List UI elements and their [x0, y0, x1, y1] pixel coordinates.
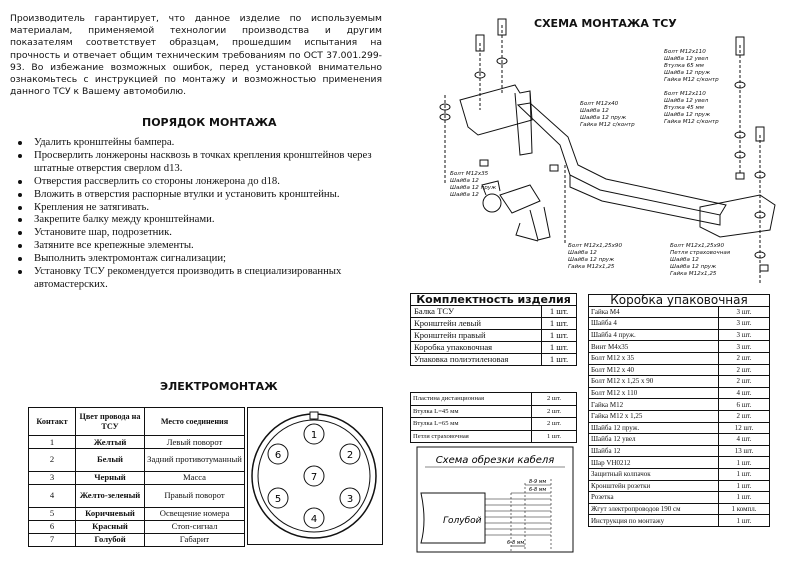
cable-dim: 6-8 мм [507, 540, 525, 546]
box-qty: 4 шт. [719, 434, 770, 446]
mounting-step: Установку ТСУ рекомендуется производить в специализированных автомастерских. [14, 265, 402, 291]
pin-label: 2 [346, 450, 354, 461]
kit-item: Кронштейн левый [411, 318, 542, 330]
box-qty: 3 шт. [719, 329, 770, 341]
schema-label: Болт М12х35 [450, 171, 489, 177]
box-item: Инструкция по монтажу [589, 515, 719, 527]
wiring-row [29, 507, 245, 520]
box-qty: 1 шт. [719, 480, 770, 492]
schema-label-group [670, 243, 731, 277]
box-qty: 1 шт. [719, 515, 770, 527]
box-qty: 2 шт. [719, 364, 770, 376]
box-title-row [589, 295, 770, 307]
kit-qty: 1 шт. [542, 306, 577, 318]
socket-key [310, 412, 318, 419]
schema-label-group [664, 91, 719, 125]
kit-row [411, 354, 577, 366]
box-contents-table [588, 294, 770, 527]
schema-label: Втулка 45 мм [664, 105, 704, 111]
box-row [589, 503, 770, 515]
schema-label: Шайба 12 [450, 178, 479, 184]
wiring-header-row [29, 408, 245, 436]
schema-label: Болт М12х1,25х90 [568, 243, 623, 249]
box-row [589, 492, 770, 504]
mounting-step: Выполнить электромонтаж сигнализации; [14, 252, 402, 265]
schema-label: Шайба 12 [450, 192, 479, 198]
contact-number: 6 [29, 520, 76, 533]
box-item: Шайба 4 пруж. [589, 329, 719, 341]
box-qty: 6 шт. [719, 399, 770, 411]
schema-title: СХЕМА МОНТАЖА ТСУ [534, 17, 677, 30]
schema-label: Гайка М12х1,25 [568, 264, 615, 270]
schema-label: Шайба 12 пруж [664, 112, 711, 118]
box-item: Гайка М12 [589, 399, 719, 411]
wiring-row [29, 533, 245, 546]
extra-item: Втулка L=65 мм [411, 418, 532, 431]
box-row [589, 376, 770, 388]
kit-row [411, 318, 577, 330]
kit-qty: 1 шт. [542, 318, 577, 330]
box-item: Болт М12 х 35 [589, 352, 719, 364]
connection-point: Габарит [145, 533, 245, 546]
wiring-row [29, 472, 245, 485]
box-row [589, 480, 770, 492]
box-qty: 2 шт. [719, 376, 770, 388]
kit-item: Балка ТСУ [411, 306, 542, 318]
wiring-row [29, 436, 245, 449]
wire-color: Черный [76, 472, 145, 485]
cable-wire-label: Голубой [443, 516, 482, 526]
socket-pin [340, 444, 360, 464]
kit-title: Комплектность изделия [411, 294, 577, 306]
electro-title: ЭЛЕКТРОМОНТАЖ [160, 380, 278, 393]
box-item: Шайба 4 [589, 318, 719, 330]
extra-row [411, 418, 577, 431]
schema-label: Гайка М12х1,25 [670, 271, 717, 277]
box-row [589, 318, 770, 330]
wire-color: Белый [76, 449, 145, 472]
extra-item: Втулка L=45 мм [411, 405, 532, 418]
wiring-header: Контакт [29, 408, 76, 436]
mounting-schema-drawing [420, 15, 790, 295]
box-row [589, 364, 770, 376]
box-item: Шайба 12 [589, 445, 719, 457]
schema-label: Болт М12х40 [580, 101, 619, 107]
schema-label: Шайба 12 пруж [670, 264, 717, 270]
wiring-header: Цвет провода на ТСУ [76, 408, 145, 436]
box-row [589, 445, 770, 457]
kit-title-row [411, 294, 577, 306]
mounting-step: Затяните все крепежные элементы. [14, 239, 402, 252]
kit-row [411, 306, 577, 318]
wire-color: Красный [76, 520, 145, 533]
schema-label-group [664, 49, 719, 83]
box-row [589, 387, 770, 399]
schema-label: Шайба 12 пруж [568, 257, 615, 263]
schema-label: Гайка М12 с/контр [664, 77, 719, 83]
wire-color: Коричневый [76, 507, 145, 520]
schema-label-group [568, 243, 622, 270]
mounting-step: Вложить в отверстия распорные втулки и установить кронштейны. [14, 188, 402, 201]
box-item: Гайка М12 х 1,25 [589, 410, 719, 422]
contact-number: 1 [29, 436, 76, 449]
box-row [589, 399, 770, 411]
pin-label: 3 [346, 494, 354, 505]
wiring-header: Место соединения [145, 408, 245, 436]
box-qty: 13 шт. [719, 445, 770, 457]
schema-label: Шайба 12 увел [664, 98, 709, 104]
extra-qty: 1 шт. [532, 430, 577, 443]
connection-point: Масса [145, 472, 245, 485]
socket-pin [340, 488, 360, 508]
pin-label: 4 [310, 514, 318, 525]
mounting-step: Удалить кронштейны бампера. [14, 136, 402, 149]
socket-pin [304, 508, 324, 528]
box-row [589, 468, 770, 480]
schema-label: Шайба 12 увел [664, 56, 709, 62]
kit-item: Упаковка полиэтиленовая [411, 354, 542, 366]
extra-parts-table [410, 392, 577, 443]
box-item: Болт М12 х 40 [589, 364, 719, 376]
connection-point: Стоп-сигнал [145, 520, 245, 533]
kit-item: Коробка упаковочная [411, 342, 542, 354]
connection-point: Задний противотуманный [145, 449, 245, 472]
pin-label: 6 [274, 450, 282, 461]
wire-color: Желто-зеленый [76, 485, 145, 508]
box-row [589, 341, 770, 353]
box-qty: 12 шт. [719, 422, 770, 434]
box-item: Защитный колпачок [589, 468, 719, 480]
socket-pin [304, 466, 324, 486]
socket-pin-diagram [247, 407, 383, 545]
schema-label: Петля страховочная [670, 250, 731, 256]
extra-qty: 2 шт. [532, 418, 577, 431]
schema-label: Болт М12х1,25х90 [670, 243, 725, 249]
box-row [589, 457, 770, 469]
box-qty: 1 шт. [719, 457, 770, 469]
box-item: Болт М12 х 110 [589, 387, 719, 399]
mounting-step: Крепления не затягивать. [14, 201, 402, 214]
extra-row [411, 393, 577, 406]
box-qty: 3 шт. [719, 318, 770, 330]
schema-label-group [580, 101, 635, 128]
contact-number: 2 [29, 449, 76, 472]
mounting-step: Просверлить лонжероны насквозь в точках крепления кронштейнов через штатные отверстия сверлом d13. [14, 149, 402, 175]
wire-color: Голубой [76, 533, 145, 546]
box-item: Шайба 12 увел [589, 434, 719, 446]
extra-row [411, 430, 577, 443]
contact-number: 3 [29, 472, 76, 485]
schema-label: Шайба 12 [580, 108, 609, 114]
box-qty: 3 шт. [719, 306, 770, 318]
box-row [589, 515, 770, 527]
pin-label: 5 [274, 494, 282, 505]
box-item: Винт М4х35 [589, 341, 719, 353]
box-row [589, 434, 770, 446]
pin-label: 1 [310, 430, 318, 441]
schema-label: Шайба 12 [568, 250, 597, 256]
box-item: Кронштейн розетки [589, 480, 719, 492]
contact-number: 7 [29, 533, 76, 546]
kit-qty: 1 шт. [542, 354, 577, 366]
schema-label: Шайба 12 [670, 257, 699, 263]
extra-item: Пластина дистанционная [411, 393, 532, 406]
pin-label: 7 [310, 472, 318, 483]
connection-point: Правый поворот [145, 485, 245, 508]
schema-label: Гайка М12 с/контр [664, 119, 719, 125]
kit-table [410, 293, 577, 366]
wiring-row [29, 485, 245, 508]
extra-qty: 2 шт. [532, 405, 577, 418]
cable-dim: 6-8 мм [529, 487, 547, 493]
box-qty: 2 шт. [719, 352, 770, 364]
box-item: Шайба 12 пруж. [589, 422, 719, 434]
socket-pin [268, 488, 288, 508]
box-qty: 2 шт. [719, 410, 770, 422]
mounting-step: Установите шар, подрозетник. [14, 226, 402, 239]
box-item: Шар VH0212 [589, 457, 719, 469]
box-title: Коробка упаковочная [589, 295, 770, 307]
kit-qty: 1 шт. [542, 330, 577, 342]
box-row [589, 306, 770, 318]
box-row [589, 329, 770, 341]
socket-pin [304, 424, 324, 444]
box-qty: 4 шт. [719, 387, 770, 399]
box-qty: 1 шт. [719, 492, 770, 504]
connection-point: Левый поворот [145, 436, 245, 449]
schema-label: Болт М12х110 [664, 49, 706, 55]
extra-item: Петля страховочная [411, 430, 532, 443]
kit-item: Кронштейн правый [411, 330, 542, 342]
kit-row [411, 342, 577, 354]
schema-label: Гайка М12 с/контр [580, 122, 635, 128]
box-row [589, 410, 770, 422]
box-qty: 3 шт. [719, 341, 770, 353]
schema-label: Втулка 65 мм [664, 63, 704, 69]
kit-qty: 1 шт. [542, 342, 577, 354]
cable-dim: 8-9 мм [529, 479, 547, 485]
socket-svg [248, 408, 382, 544]
socket-pin [268, 444, 288, 464]
box-qty: 1 компл. [719, 503, 770, 515]
wire-color: Желтый [76, 436, 145, 449]
connection-point: Освещение номера [145, 507, 245, 520]
extra-row [411, 405, 577, 418]
mounting-steps [14, 136, 402, 291]
mounting-title: ПОРЯДОК МОНТАЖА [142, 116, 277, 129]
mounting-step: Закрепите балку между кронштейнами. [14, 213, 402, 226]
mounting-step: Отверстия рассверлить со стороны лонжерона до d18. [14, 175, 402, 188]
contact-number: 4 [29, 485, 76, 508]
box-qty: 1 шт. [719, 468, 770, 480]
schema-label: Шайба 12 пруж [664, 70, 711, 76]
schema-label: Шайба 12 пруж [450, 185, 497, 191]
wiring-row [29, 520, 245, 533]
extra-qty: 2 шт. [532, 393, 577, 406]
box-row [589, 352, 770, 364]
box-item: Жгут электропроводов 190 см [589, 503, 719, 515]
wiring-table [28, 407, 245, 547]
contact-number: 5 [29, 507, 76, 520]
kit-row [411, 330, 577, 342]
schema-label: Болт М12х110 [664, 91, 706, 97]
schema-label: Шайба 12 пруж [580, 115, 627, 121]
warranty-text: Производитель гарантирует, что данное изделие по используемым материалам, применяемой технологии производства и другим показателям соответствует образцам, прошедшим испытания на прочность и отвечает общим техническим требованиям по ОСТ 37.001.299-93. Во избежание возможных ошибок, перед установкой внимательно ознакомьтесь с инструкцией по монтажу и возможностью применения данного ТСУ к Вашему автомобилю. [10, 13, 382, 98]
box-item: Гайка М4 [589, 306, 719, 318]
box-item: Розетка [589, 492, 719, 504]
box-row [589, 422, 770, 434]
box-item: Болт М12 х 1,25 х 90 [589, 376, 719, 388]
cable-cut-scheme [415, 443, 575, 556]
wiring-row [29, 449, 245, 472]
cable-title: Схема обрезки кабеля [435, 455, 555, 466]
